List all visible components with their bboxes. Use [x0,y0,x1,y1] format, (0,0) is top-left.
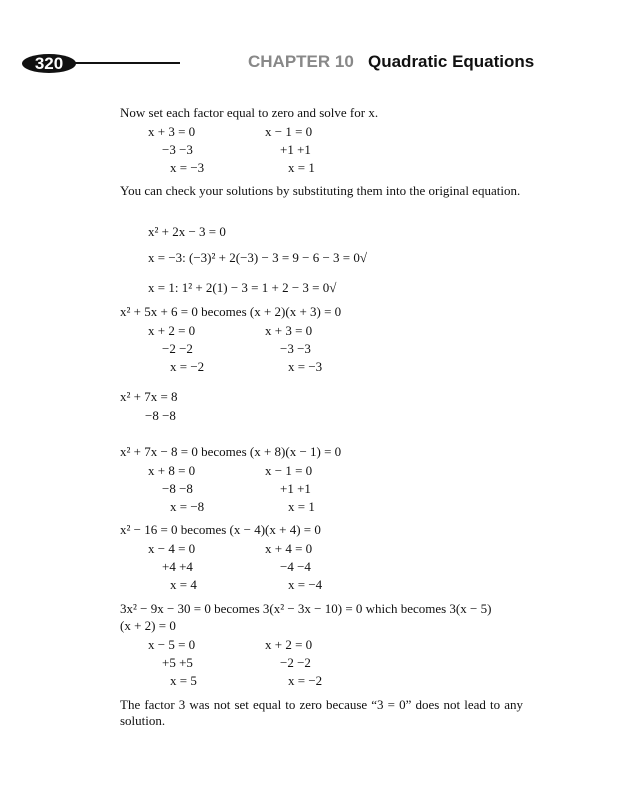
block1-left-eq: x + 3 = 0 [148,124,196,139]
ex4-left-step: −8 −8 [162,481,193,496]
ex6-heading-line1: 3x² − 9x − 30 = 0 becomes 3(x² − 3x − 10) = 0 which becomes 3(x − 5) [120,601,492,616]
block1-left-result: x = −3 [170,160,205,175]
ex5-left-step: +4 +4 [162,559,193,574]
check-equation: x² + 2x − 3 = 0 [148,224,226,239]
block1-right-eq: x − 1 = 0 [265,124,313,139]
ex2-right-step: −3 −3 [280,341,311,356]
ex2-left-result: x = −2 [170,359,205,374]
ex5-right-result: x = −4 [288,577,323,592]
intro-line: Now set each factor equal to zero and solve for x. [120,105,379,120]
ex4-right-result: x = 1 [288,499,315,514]
page-number: 320 [22,54,76,73]
ex6-left-step: +5 +5 [162,655,193,670]
ex5-right-eq: x + 4 = 0 [265,541,313,556]
check-line-2: x = 1: 1² + 2(1) − 3 = 1 + 2 − 3 = 0√ [148,280,337,295]
block1-right-step: +1 +1 [280,142,311,157]
ex5-right-step: −4 −4 [280,559,311,574]
check-paragraph: You can check your solutions by substituting them into the original equation. [120,183,521,198]
ex3-step: −8 −8 [145,408,176,423]
ex2-left-step: −2 −2 [162,341,193,356]
ex6-left-eq: x − 5 = 0 [148,637,196,652]
check-line-1: x = −3: (−3)² + 2(−3) − 3 = 9 − 6 − 3 = 0√ [148,250,368,265]
ex4-right-step: +1 +1 [280,481,311,496]
ex6-right-eq: x + 2 = 0 [265,637,313,652]
chapter-label: CHAPTER 10 [248,52,354,71]
chapter-title: Quadratic Equations [368,52,535,71]
ex3-equation: x² + 7x = 8 [120,389,178,404]
ex2-heading: x² + 5x + 6 = 0 becomes (x + 2)(x + 3) = 0 [120,304,342,319]
ex4-right-eq: x − 1 = 0 [265,463,313,478]
block1-left-step: −3 −3 [162,142,193,157]
ex2-right-eq: x + 3 = 0 [265,323,313,338]
ex2-right-result: x = −3 [288,359,323,374]
ex4-heading: x² + 7x − 8 = 0 becomes (x + 8)(x − 1) = 0 [120,444,342,459]
ex6-right-step: −2 −2 [280,655,311,670]
header-rule [70,62,180,64]
ex4-left-eq: x + 8 = 0 [148,463,196,478]
closing-paragraph: The factor 3 was not set equal to zero because “3 = 0” does not lead to any solution. [120,697,523,728]
ex6-heading-line2: (x + 2) = 0 [120,618,176,633]
ex5-left-eq: x − 4 = 0 [148,541,196,556]
block1-right-result: x = 1 [288,160,315,175]
ex5-left-result: x = 4 [170,577,197,592]
ex5-heading: x² − 16 = 0 becomes (x − 4)(x + 4) = 0 [120,522,321,537]
ex4-left-result: x = −8 [170,499,205,514]
ex2-left-eq: x + 2 = 0 [148,323,196,338]
ex6-left-result: x = 5 [170,673,197,688]
ex6-right-result: x = −2 [288,673,323,688]
